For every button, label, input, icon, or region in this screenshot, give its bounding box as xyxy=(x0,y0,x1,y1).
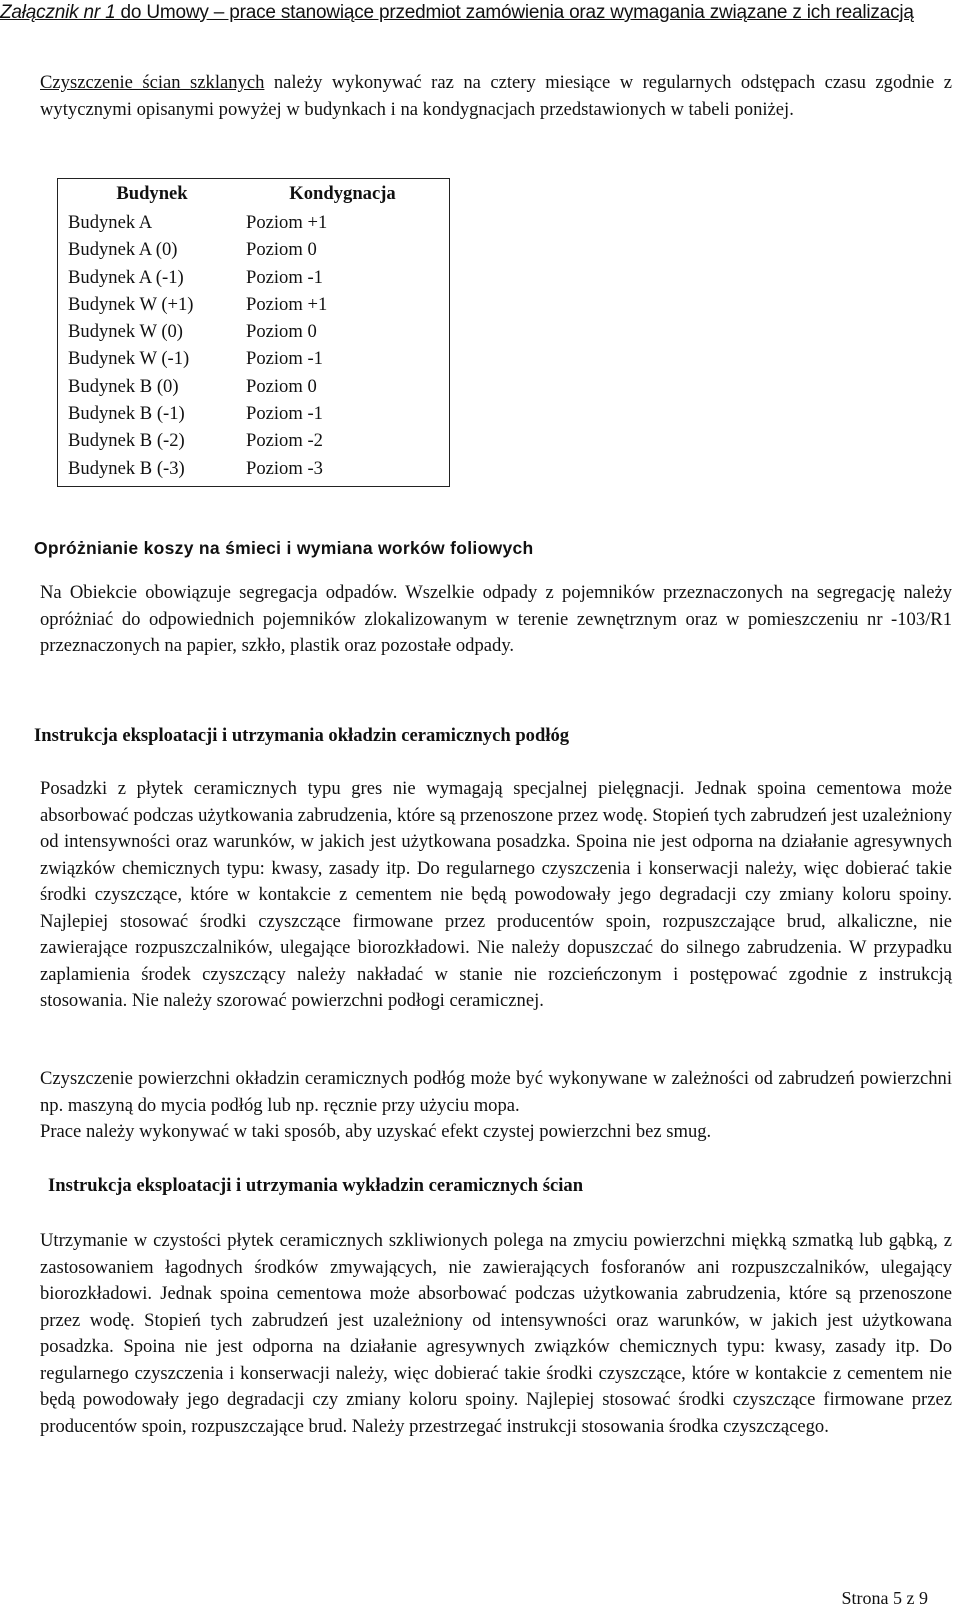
table-row xyxy=(58,400,450,427)
section-body-floors-cleaning: Czyszczenie powierzchni okładzin ceramicznych podłóg może być wykonywane w zależności od zabrudzeń powierzchni np. maszyną do mycia podłóg lub np. ręcznie przy użyciu mopa. xyxy=(40,1068,952,1116)
table-cell-building: Budynek A xyxy=(68,212,153,233)
intro-rest: należy wykonywać raz na cztery miesiące w regularnych odstępach czasu zgodnie z wytycznymi opisanymi powyżej w budynkach i na kondygnacjach przedstawionych w tabeli poniżej. xyxy=(40,72,953,120)
table-row xyxy=(58,236,450,263)
intro-paragraph xyxy=(40,70,952,123)
table-cell-building: Budynek A (0) xyxy=(68,239,178,261)
page-header xyxy=(0,0,960,27)
section-body-waste: Na Obiekcie obowiązuje segregacja odpadów. Wszelkie odpady z pojemników przeznaczonych na segregację należy opróżniać do odpowiednich pojemników zlokalizowanym w terenie zewnętrznym oraz w pomieszczeniu nr -103/R1 przeznaczonych na papier, szkło, plastik oraz pozostałe odpady. xyxy=(40,582,952,656)
table-header-row xyxy=(58,179,450,210)
table-row xyxy=(58,209,450,236)
table-row xyxy=(58,264,450,291)
table-header-budynek: Budynek xyxy=(116,183,188,204)
table-cell-building: Budynek B (-3) xyxy=(68,457,185,479)
section-body-walls: Utrzymanie w czystości płytek ceramicznych szkliwionych polega na zmyciu powierzchni miękką szmatką lub gąbką, z zastosowaniem łagodnych środków zmywających, nie zawierających fosforanów ani rozpuszczalników, ulegający biorozkładowi. Jednak spoina cementowa może absorbować podczas użytkowania zabrudzenia, które są przenoszone przez wodę. Stopień tych zabrudzeń jest uzależniony od intensywności oraz warunków, w jakich jest użytkowana posadzka. Spoina nie jest odporna na działanie agresywnych związków chemicznych typu: kwasy, zasady itp. Do regularnego czyszczenia i konserwacji należy, więc dobierać takie środki czyszczące, które w kontakcie z cementem nie będą powodowały jego degradacji czy zmiany koloru spoiny. Najlepiej stosować środki czyszczące firmowane przez producentów spoin, rozpuszczające brud. Należy przestrzegać instrukcji stosowania środka czyszczącego. xyxy=(40,1230,952,1437)
table-cell-building: Budynek B (-2) xyxy=(68,430,185,452)
table-cell-level: Poziom -1 xyxy=(246,348,323,370)
table-row xyxy=(58,373,450,400)
header-rest: do Umowy – prace stanowiące przedmiot zamówienia oraz wymagania związane z ich realizacją xyxy=(115,2,914,23)
table-row xyxy=(58,427,450,454)
table-row xyxy=(58,291,450,318)
intro-underlined-term: Czyszczenie ścian szklanych xyxy=(40,72,265,93)
table-cell-level: Poziom 0 xyxy=(246,375,317,397)
table-cell-building: Budynek W (0) xyxy=(68,321,183,343)
building-levels-table xyxy=(57,178,450,487)
table-cell-level: Poziom -2 xyxy=(246,430,323,452)
section-body-floors-result: Prace należy wykonywać w taki sposób, aby uzyskać efekt czystej powierzchni bez smug. xyxy=(40,1121,712,1142)
table-cell-level: Poziom +1 xyxy=(246,293,328,315)
table-cell-level: Poziom -1 xyxy=(246,266,323,288)
table-cell-level: Poziom 0 xyxy=(246,321,317,343)
section-heading-waste: Opróżnianie koszy na śmieci i wymiana worków foliowych xyxy=(34,538,534,558)
section-body-floors: Posadzki z płytek ceramicznych typu gres nie wymagają specjalnej pielęgnacji. Jednak spoina cementowa może absorbować podczas użytkowania zabrudzenia, które są przenoszone przez wodę. Stopień tych zabrudzeń jest uzależniony od intensywności oraz warunków, w jakich jest użytkowana posadzka. Spoina nie jest odporna na działanie agresywnych związków chemicznych typu: kwasy, zasady itp. Do regularnego czyszczenia i konserwacji należy, więc dobierać takie środki czyszczące, które w kontakcie z cementem nie będą powodowały jego degradacji czy zmiany koloru spoiny. Najlepiej stosować środki czyszczące firmowane przez producentów spoin, rozpuszczające brud, alkaliczne, nie zawierające rozpuszczalników, ulegające biorozkładowi. Nie należy dopuszczać do silnego zabrudzenia. W przypadku zaplamienia środek czyszczący należy nakładać w stanie nie rozcieńczonym i postępować zgodnie z instrukcją stosowania. Nie należy szorować powierzchni podłogi ceramicznej. xyxy=(40,778,952,1011)
table-cell-level: Poziom 0 xyxy=(246,239,317,261)
table-cell-building: Budynek W (-1) xyxy=(68,348,190,370)
table-cell-building: Budynek B (0) xyxy=(68,375,179,397)
header-lead: Załącznik nr 1 xyxy=(0,2,116,23)
table-cell-level: Poziom +1 xyxy=(246,212,328,233)
table-row xyxy=(58,345,450,372)
table-header-kondygnacja: Kondygnacja xyxy=(289,183,396,204)
table-row xyxy=(58,455,450,487)
page-number: Strona 5 z 9 xyxy=(841,1588,928,1608)
table-cell-building: Budynek W (+1) xyxy=(68,293,194,315)
table-cell-building: Budynek A (-1) xyxy=(68,266,184,288)
section-heading-floors: Instrukcja eksploatacji i utrzymania okładzin ceramicznych podłóg xyxy=(34,725,570,746)
header-text xyxy=(0,1,960,25)
table-cell-level: Poziom -1 xyxy=(246,403,323,425)
table-cell-level: Poziom -3 xyxy=(246,457,323,479)
table-cell-building: Budynek B (-1) xyxy=(68,403,185,425)
section-heading-walls: Instrukcja eksploatacji i utrzymania wykładzin ceramicznych ścian xyxy=(48,1175,584,1196)
table-row xyxy=(58,318,450,345)
